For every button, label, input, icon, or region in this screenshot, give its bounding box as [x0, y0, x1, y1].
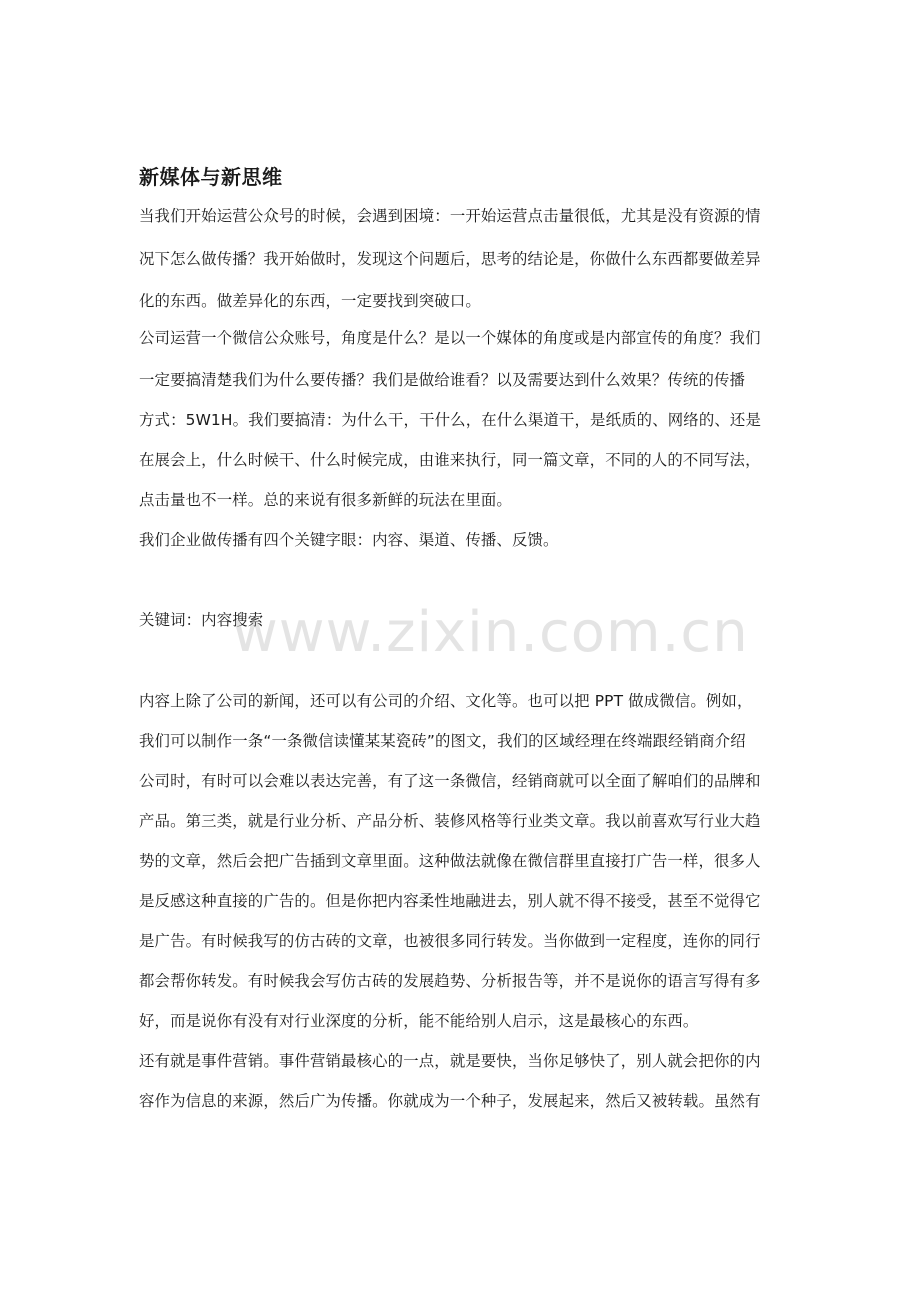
text-line: 公司运营一个微信公众账号，角度是什么？是以一个媒体的角度或是内部宣传的角度？我们: [139, 329, 761, 347]
text-line: 我们企业做传播有四个关键字眼：内容、渠道、传播、反馈。: [139, 531, 559, 549]
text-line: 在展会上，什么时候干、什么时候完成，由谁来执行，同一篇文章，不同的人的不同写法，: [139, 451, 761, 469]
text-line: 都会帮你转发。有时候我会写仿古砖的发展趋势、分析报告等，并不是说你的语言写得有多: [139, 972, 761, 990]
text-line: 况下怎么做传播？我开始做时，发现这个问题后，思考的结论是，你做什么东西都要做差异: [139, 250, 761, 268]
text-line: 化的东西。做差异化的东西，一定要找到突破口。: [139, 292, 481, 310]
text-line: 好，而是说你有没有对行业深度的分析，能不能给别人启示，这是最核心的东西。: [139, 1012, 699, 1030]
text-line: 方式：5W1H。我们要搞清：为什么干，干什么，在什么渠道干，是纸质的、网络的、还是: [139, 411, 761, 429]
keyword-heading: 关键词：内容搜索: [139, 611, 264, 629]
text-line: 我们可以制作一条“一条微信读懂某某瓷砖”的图文，我们的区域经理在终端跟经销商介绍: [139, 732, 746, 750]
text-line: 内容上除了公司的新闻，还可以有公司的介绍、文化等。也可以把 PPT 做成微信。例如，: [139, 692, 753, 710]
document-title: 新媒体与新思维: [139, 165, 283, 189]
text-line: 是广告。有时候我写的仿古砖的文章，也被很多同行转发。当你做到一定程度，连你的同行: [139, 932, 761, 950]
text-line: 还有就是事件营销。事件营销最核心的一点，就是要快，当你足够快了，别人就会把你的内: [139, 1052, 761, 1070]
text-line: 产品。第三类，就是行业分析、产品分析、装修风格等行业类文章。我以前喜欢写行业大趋: [139, 812, 761, 830]
text-line: 一定要搞清楚我们为什么要传播？我们是做给谁看？以及需要达到什么效果？传统的传播: [139, 371, 746, 389]
text-line: 容作为信息的来源，然后广为传播。你就成为一个种子，发展起来，然后又被转载。虽然有: [139, 1092, 761, 1110]
text-line: 当我们开始运营公众号的时候，会遇到困境：一开始运营点击量很低，尤其是没有资源的情: [139, 207, 761, 225]
text-line: 势的文章，然后会把广告插到文章里面。这种做法就像在微信群里直接打广告一样，很多人: [139, 852, 761, 870]
watermark: www.zixin.com.cn: [232, 600, 749, 665]
text-line: 是反感这种直接的广告的。但是你把内容柔性地融进去，别人就不得不接受，甚至不觉得它: [139, 892, 761, 910]
text-line: 公司时，有时可以会难以表达完善，有了这一条微信，经销商就可以全面了解咱们的品牌和: [139, 772, 761, 790]
text-line: 点击量也不一样。总的来说有很多新鲜的玩法在里面。: [139, 491, 512, 509]
